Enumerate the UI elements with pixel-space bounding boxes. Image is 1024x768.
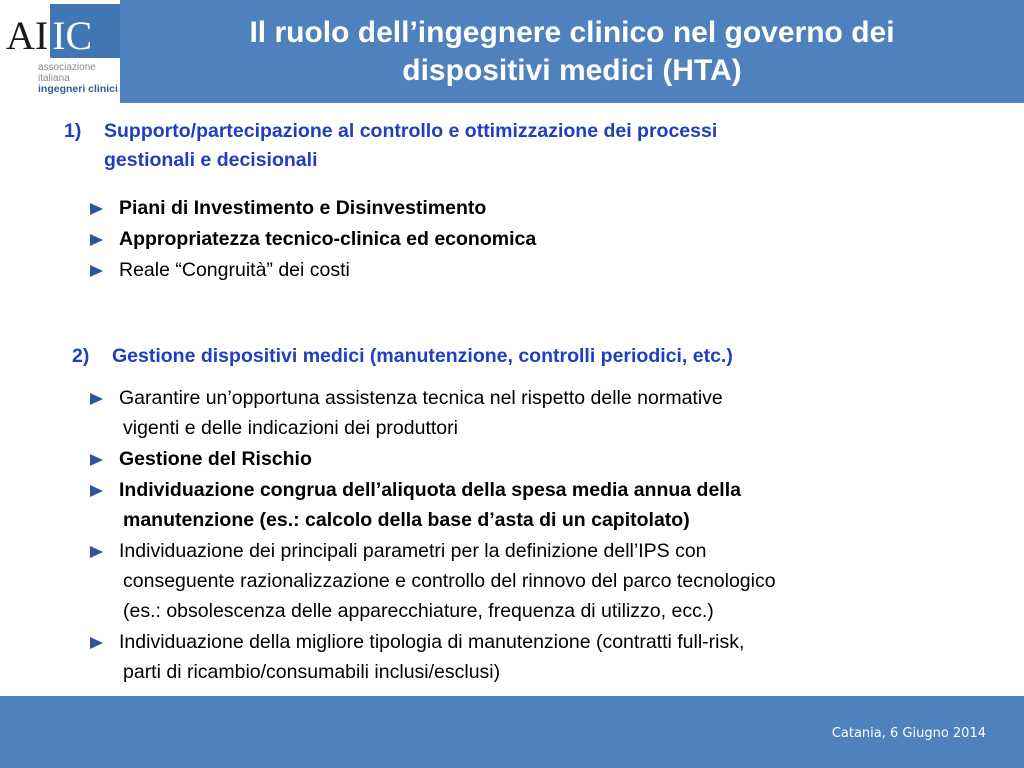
list-item-line: vigenti e delle indicazioni dei produttori bbox=[123, 417, 458, 439]
section-1-heading-line-1: Supporto/partecipazione al controllo e ottimizzazione dei processi bbox=[104, 120, 718, 142]
logo-line-2: italiana bbox=[38, 73, 70, 84]
logo-letters-box: IC bbox=[52, 13, 93, 58]
bullet-arrow-icon bbox=[90, 234, 103, 246]
aiic-logo bbox=[0, 0, 120, 103]
slide-title-line-1: Il ruolo dell’ingegnere clinico nel governo dei bbox=[249, 15, 895, 49]
bullet-arrow-icon bbox=[90, 203, 103, 215]
list-item: Appropriatezza tecnico-clinica ed economica bbox=[119, 228, 537, 250]
list-item-line: (es.: obsolescenza delle apparecchiature, frequenza di utilizzo, ecc.) bbox=[123, 600, 714, 622]
list-item-line: Garantire un’opportuna assistenza tecnica nel rispetto delle normative bbox=[119, 387, 723, 409]
section-2-number: 2) bbox=[72, 345, 90, 367]
bullet-arrow-icon bbox=[90, 485, 103, 497]
slide-title bbox=[239, 14, 904, 90]
list-item-line: conseguente razionalizzazione e controllo del rinnovo del parco tecnologico bbox=[123, 570, 776, 592]
bullet-arrow-icon bbox=[90, 454, 103, 466]
logo-line-1: associazione bbox=[38, 62, 96, 73]
section-2-heading-line-1: Gestione dispositivi medici (manutenzione, controlli periodici, etc.) bbox=[112, 345, 733, 367]
footer-date: Catania, 6 Giugno 2014 bbox=[831, 726, 986, 741]
list-item: Reale “Congruità” dei costi bbox=[119, 259, 350, 281]
list-item-line: Gestione del Rischio bbox=[119, 448, 312, 470]
footer-bar bbox=[0, 696, 1024, 768]
bullet-arrow-icon bbox=[90, 393, 103, 405]
section-1-number: 1) bbox=[64, 120, 82, 142]
list-item-line: parti di ricambio/consumabili inclusi/esclusi) bbox=[123, 661, 501, 683]
logo-subtitle bbox=[38, 62, 118, 95]
list-item: Piani di Investimento e Disinvestimento bbox=[119, 197, 487, 219]
list-item-line: Individuazione della migliore tipologia di manutenzione (contratti full-risk, bbox=[119, 631, 745, 653]
section-1-heading-line-2: gestionali e decisionali bbox=[104, 149, 318, 171]
logo-mark bbox=[6, 6, 125, 58]
bullet-arrow-icon bbox=[90, 637, 103, 649]
logo-letters-left: AI bbox=[6, 13, 49, 58]
list-item-line: manutenzione (es.: calcolo della base d’asta di un capitolato) bbox=[123, 509, 690, 531]
bullet-arrow-icon bbox=[90, 546, 103, 558]
list-item-line: Individuazione dei principali parametri per la definizione dell’IPS con bbox=[119, 540, 707, 562]
logo-box bbox=[50, 4, 125, 58]
logo-line-3: ingegneri clinici bbox=[38, 83, 118, 95]
section-2-heading bbox=[72, 343, 972, 373]
slide-title-line-2: dispositivi medici (HTA) bbox=[402, 53, 742, 87]
list-item-line: Individuazione congrua dell’aliquota della spesa media annua della bbox=[119, 479, 741, 501]
bullet-arrow-icon bbox=[90, 265, 103, 277]
section-1-heading bbox=[64, 118, 964, 178]
title-bar bbox=[120, 0, 1024, 103]
